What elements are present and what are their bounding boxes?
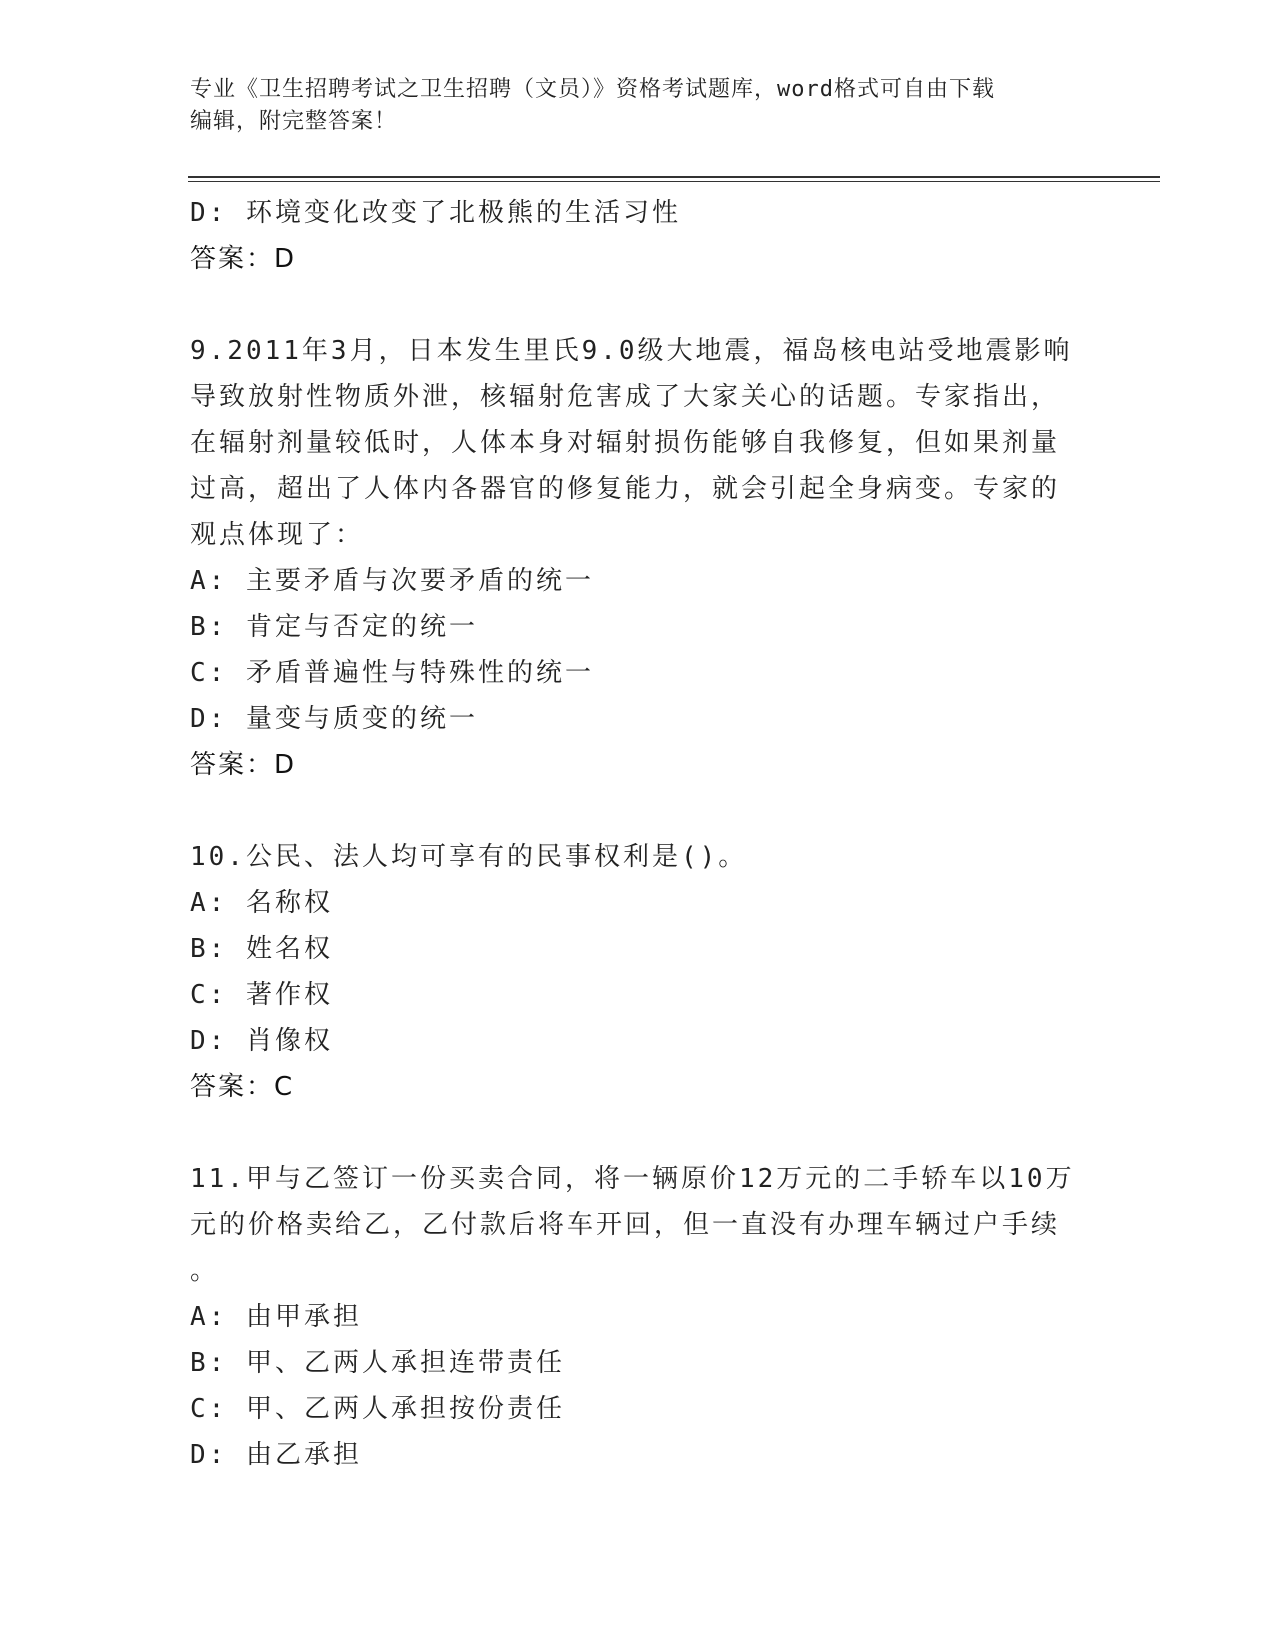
- prev-question-answer: 答案：D: [190, 244, 297, 274]
- header-divider-thick: [188, 176, 1160, 178]
- prev-question-option-d: D: 环境变化改变了北极熊的生活习性: [190, 198, 681, 228]
- question-stem-line: 9.2011年3月，日本发生里氏9.0级大地震，福岛核电站受地震影响: [190, 336, 1073, 366]
- question-9: [190, 328, 1090, 788]
- question-stem-line: 10.公民、法人均可享有的民事权利是()。: [190, 842, 748, 872]
- option-d: D: 由乙承担: [190, 1440, 362, 1470]
- question-stem-line: 导致放射性物质外泄，核辐射危害成了大家关心的话题。专家指出，: [190, 382, 1061, 412]
- question-stem-line: 11.甲与乙签订一份买卖合同，将一辆原价12万元的二手轿车以10万: [190, 1164, 1075, 1194]
- spacer: [190, 1110, 1090, 1156]
- question-stem-line: 。: [190, 1256, 220, 1286]
- question-10: [190, 834, 1090, 1110]
- question-stem-line: 观点体现了：: [190, 520, 365, 550]
- answer: 答案：D: [190, 750, 297, 780]
- option-c: C: 矛盾普遍性与特殊性的统一: [190, 658, 594, 688]
- option-a: A: 名称权: [190, 888, 333, 918]
- option-a: A: 由甲承担: [190, 1302, 362, 1332]
- header-line-2: 编辑，附完整答案！: [190, 109, 398, 134]
- question-content: [190, 190, 1090, 1478]
- option-d: D: 肖像权: [190, 1026, 333, 1056]
- option-d: D: 量变与质变的统一: [190, 704, 478, 734]
- header-divider-thin: [188, 181, 1160, 182]
- question-stem-line: 过高，超出了人体内各器官的修复能力，就会引起全身病变。专家的: [190, 474, 1061, 504]
- spacer: [190, 282, 1090, 328]
- question-11: [190, 1156, 1090, 1478]
- spacer: [190, 788, 1090, 834]
- question-stem-line: 在辐射剂量较低时，人体本身对辐射损伤能够自我修复，但如果剂量: [190, 428, 1061, 458]
- option-b: B: 姓名权: [190, 934, 333, 964]
- option-b: B: 肯定与否定的统一: [190, 612, 478, 642]
- option-c: C: 甲、乙两人承担按份责任: [190, 1394, 565, 1424]
- question-stem-line: 元的价格卖给乙，乙付款后将车开回，但一直没有办理车辆过户手续: [190, 1210, 1061, 1240]
- option-a: A: 主要矛盾与次要矛盾的统一: [190, 566, 594, 596]
- document-header: [190, 74, 1090, 138]
- header-line-1: 专业《卫生招聘考试之卫生招聘（文员）》资格考试题库，word格式可自由下载: [190, 77, 995, 102]
- option-c: C: 著作权: [190, 980, 333, 1010]
- answer: 答案：C: [190, 1072, 295, 1102]
- option-b: B: 甲、乙两人承担连带责任: [190, 1348, 565, 1378]
